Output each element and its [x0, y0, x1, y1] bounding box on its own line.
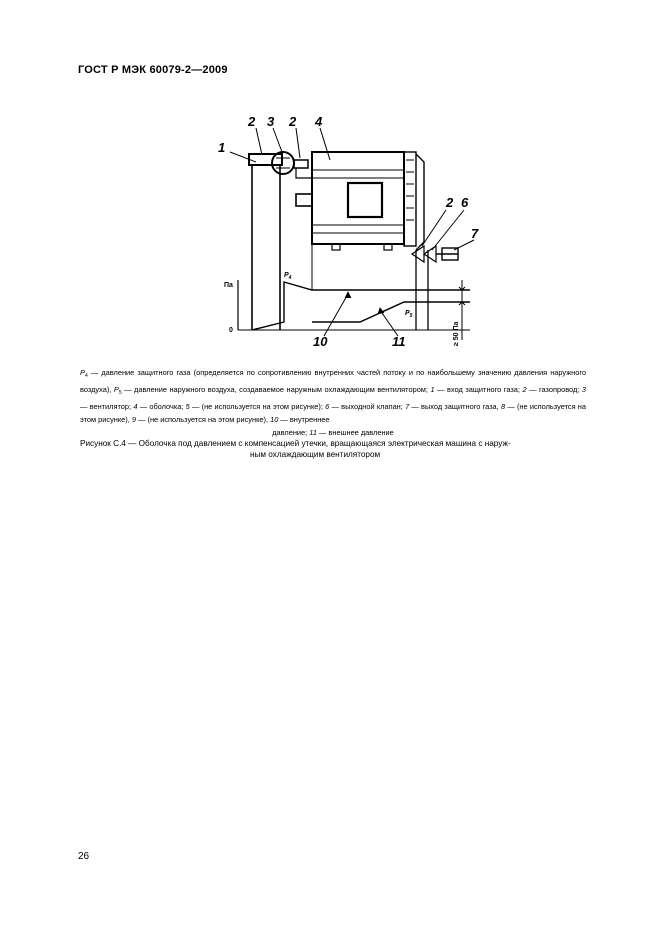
document-header: ГОСТ Р МЭК 60079-2—2009 — [78, 64, 228, 76]
callout-4: 4 — [315, 114, 323, 129]
callout-1: 1 — [218, 140, 226, 155]
pressure-unit-label: Па — [224, 282, 233, 289]
inlet-pipe — [249, 154, 282, 165]
internal-pressure-curve — [252, 282, 470, 330]
p4-label: $P_4$ — [284, 272, 292, 281]
figure-legend: $P_4$ — давление защитного газа (определяется по сопротивлению внутренних частей потоку и по наибольшему значению давления наружного воздуха), $P_5$ — давление наружного воздуха, создаваемое наружным охлаждающим вентилятором; 1 — вход защитного газа; 2 — газопровод; 3 — вентилятор; 4 — оболочка; 5 — (не используется на этом рисунке); 6 — выходной клапан; 7 — выход защитного газа, 8 — (не используется на этом рисунке), 9 — (не используется на этом рисунке), 10 — внутреннее давление; 11 — внешнее давление — [80, 368, 587, 437]
callout-3: 3 — [267, 114, 275, 129]
gas-duct — [294, 160, 308, 168]
fan-cowl — [404, 152, 416, 246]
motor-enclosure — [312, 152, 404, 244]
external-pressure-curve — [312, 302, 470, 322]
terminal-box — [348, 183, 382, 217]
callout-2c: 2 — [446, 195, 454, 210]
motor-shaft — [296, 194, 312, 206]
caption-line-1: Рисунок С.4 — Оболочка под давлением с компенсацией утечки, вращающаяся электрическая машина с наруж- — [80, 439, 511, 448]
callout-7: 7 — [471, 226, 479, 241]
figure-caption — [80, 438, 586, 460]
p5-label: $P_5$ — [405, 310, 413, 319]
callout-6: 6 — [461, 195, 469, 210]
figure-diagram — [0, 0, 661, 360]
page-number: 26 — [78, 851, 90, 862]
dimension-label: ≥ 50 Па — [453, 321, 460, 346]
callout-2b: 2 — [289, 114, 297, 129]
caption-line-2: ным охлаждающим вентилятором — [250, 450, 381, 459]
callout-10: 10 — [313, 334, 328, 349]
callout-2a: 2 — [248, 114, 256, 129]
callout-11: 11 — [392, 334, 406, 349]
zero-label: 0 — [229, 327, 233, 334]
